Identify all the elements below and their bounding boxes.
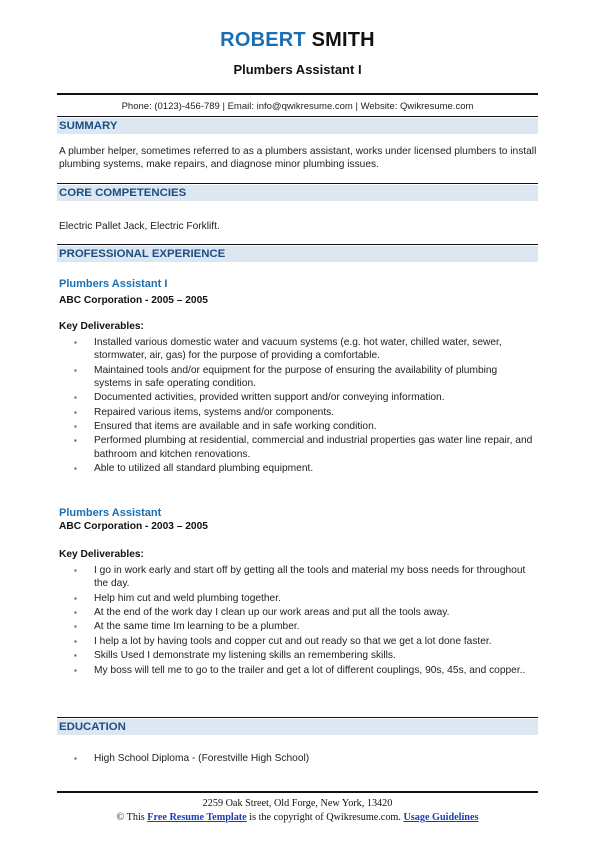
- contact-line: Phone: (0123)-456-789 | Email: info@qwikresume.com | Website: Qwikresume.com: [121, 101, 474, 112]
- first-name: ROBERT: [220, 29, 306, 51]
- job-title: Plumbers Assistant I: [233, 62, 362, 77]
- job-role: Plumbers Assistant: [59, 507, 162, 519]
- free-resume-template-link[interactable]: Free Resume Template: [147, 812, 247, 823]
- deliverables-list: [74, 564, 536, 678]
- deliverables-list: [74, 336, 536, 476]
- header-divider: [57, 93, 538, 95]
- list-item: ▪ At the same time Im learning to be a plumber.: [74, 620, 536, 633]
- list-item: ▪ At the end of the work day I clean up our work areas and put all the tools away.: [74, 606, 536, 619]
- section-title-education: EDUCATION: [57, 719, 538, 735]
- job-role: Plumbers Assistant I: [59, 278, 168, 290]
- section-title-competencies: CORE COMPETENCIES: [57, 185, 538, 201]
- list-item: ▪ Help him cut and weld plumbing together.: [74, 592, 536, 605]
- section-divider: [57, 116, 538, 117]
- candidate-name: [0, 29, 595, 52]
- education-list: [74, 752, 536, 766]
- list-item: ▪ Skills Used I demonstrate my listening skills an remembering skills.: [74, 649, 536, 662]
- copyright-prefix: © This: [116, 812, 145, 823]
- list-item: ▪ Maintained tools and/or equipment for the purpose of ensuring the availability of plumbing systems in safe operating condition.: [74, 364, 536, 390]
- list-item: ▪ High School Diploma - (Forestville High School): [74, 752, 536, 765]
- section-divider: [57, 183, 538, 184]
- list-item: ▪ Installed various domestic water and vacuum systems (e.g. hot water, chilled water, sewer, stormwater, air, gas) for the purpose of providing a comfortable.: [74, 336, 536, 362]
- job-company: ABC Corporation - 2003 – 2005: [59, 521, 208, 532]
- footer-divider: [57, 791, 538, 793]
- usage-guidelines-link[interactable]: Usage Guidelines: [403, 812, 479, 823]
- key-deliverables-label: Key Deliverables:: [59, 321, 144, 332]
- summary-text: A plumber helper, sometimes referred to as a plumbers assistant, works under licensed plumbers to install plumbing systems, make repairs, and diagnose minor plumbing issues.: [59, 146, 537, 171]
- section-divider: [57, 717, 538, 718]
- list-item: ▪ Able to utilized all standard plumbing equipment.: [74, 462, 536, 475]
- section-title-summary: SUMMARY: [57, 118, 538, 134]
- list-item: ▪ Repaired various items, systems and/or components.: [74, 406, 536, 419]
- list-item: ▪ I go in work early and start off by getting all the tools and material my boss needs for throughout the day.: [74, 564, 536, 590]
- list-item: ▪ I help a lot by having tools and copper cut and out ready so that we get a lot done faster.: [74, 635, 536, 648]
- list-item: ▪ Ensured that items are available and in safe working condition.: [74, 420, 536, 433]
- footer-copyright: [0, 812, 595, 823]
- list-item: ▪ Documented activities, provided written support and/or conveying information.: [74, 391, 536, 404]
- list-item: ▪ My boss will tell me to go to the trailer and get a lot of different couplings, 90s, 45s, and copper..: [74, 664, 536, 677]
- section-title-experience: PROFESSIONAL EXPERIENCE: [57, 246, 538, 262]
- competencies-text: Electric Pallet Jack, Electric Forklift.: [59, 221, 220, 232]
- last-name: SMITH: [311, 29, 375, 51]
- copyright-middle: is the copyright of Qwikresume.com.: [249, 812, 401, 823]
- footer-address: 2259 Oak Street, Old Forge, New York, 13420: [202, 798, 393, 809]
- key-deliverables-label: Key Deliverables:: [59, 549, 144, 560]
- job-company: ABC Corporation - 2005 – 2005: [59, 295, 208, 306]
- section-divider: [57, 244, 538, 245]
- list-item: ▪ Performed plumbing at residential, commercial and industrial properties gas water line repair, and bathroom and kitchen renovations.: [74, 434, 536, 460]
